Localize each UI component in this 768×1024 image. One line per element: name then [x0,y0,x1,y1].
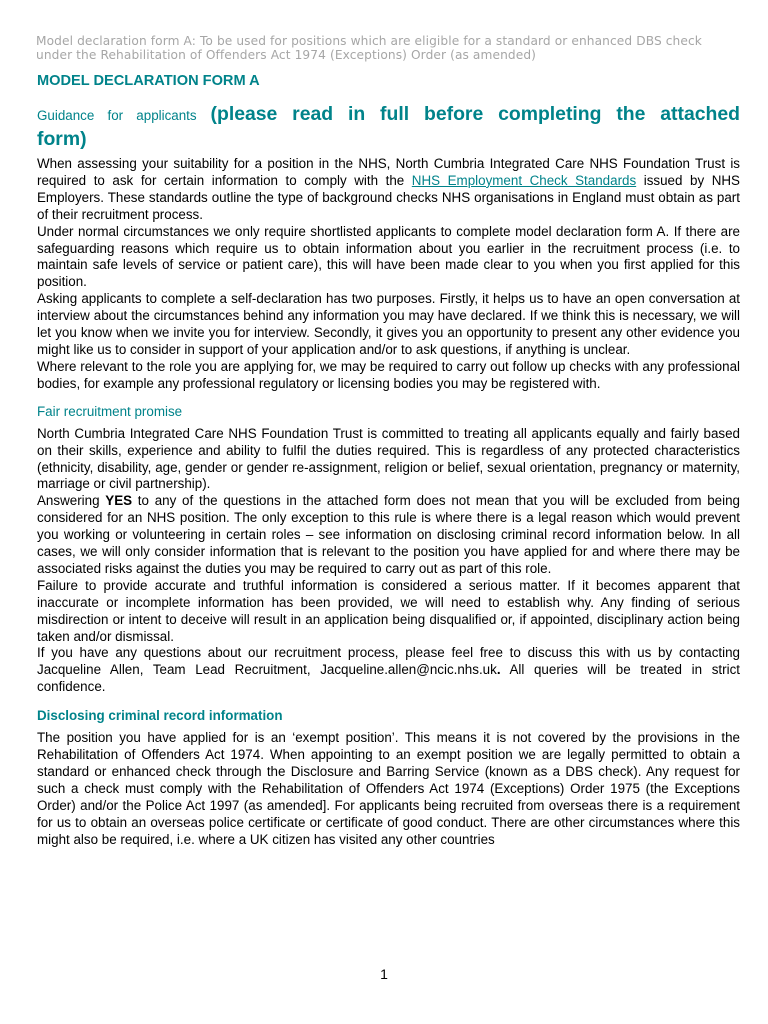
paragraph-accurate-information: Failure to provide accurate and truthful information is considered a serious matter. If it becomes apparent that inaccurate or incomplete information has been provided, we will need to establish why. Any finding of serious misdirection or intent to deceive will result in an application being disqualified or, if appointed, disciplinary action being taken and/or dismissal. [37,577,740,644]
guidance-label: Guidance for applicants [37,108,197,123]
header-note-line-2: under the Rehabilitation of Offenders Act 1974 (Exceptions) Order (as amended) [36,47,537,62]
criminal-record-heading: Disclosing criminal record information [37,708,283,724]
header-note-line-1: Model declaration form A: To be used for positions which are eligible for a standard or enhanced DBS check [36,34,702,48]
document-body [37,72,740,849]
form-title: MODEL DECLARATION FORM A [37,73,260,89]
yes-emphasis: YES [105,493,133,509]
paragraph-follow-up-checks: Where relevant to the role you are applying for, we may be required to carry out follow up checks with any professional bodies, for example any professional regulatory or licensing bodies you may be registered with. [37,358,740,391]
paragraph-normal-circumstances: Under normal circumstances we only require shortlisted applicants to complete model declaration form A. If there are safeguarding reasons which require us to obtain information about you earlier in the recruitment process (i.e. to maintain safe levels of service or patient care), this will have been made clear to you when you first applied for this position. [37,223,740,290]
paragraph-employment-checks: When assessing your suitability for a position in the NHS, North Cumbria Integrated Care NHS Foundation Trust is required to ask for certain information to comply with the NHS Employment Check Standards issued by NHS Employers. These standards outline the type of background checks NHS organisations in England must obtain as part of their recruitment process. [37,156,740,222]
paragraph-equal-treatment: North Cumbria Integrated Care NHS Foundation Trust is committed to treating all applicants equally and fairly based on their skills, experience and ability to fulfil the duties required. This is regardless of any protected characteristics (ethnicity, disability, age, gender or gender re-assignment, religion or belief, sexual orientation, pregnancy or maternity, marriage or civil partnership). [37,425,740,492]
nhs-employment-check-standards-link[interactable]: NHS Employment Check Standards [411,172,637,188]
guidance-heading [37,103,740,127]
paragraph-answering-yes: Answering YES to any of the questions in the attached form does not mean that you will be excluded from being considered for an NHS position. The only exception to this rule is where there is a legal reason which would prevent you working or volunteering in certain roles – see information on disclosing criminal record information below. In all cases, we will only consider information that is relevant to the position you have applied for and where there may be associated risks against the duties you may be required to carry out as part of this role. [37,493,740,576]
fair-recruitment-heading: Fair recruitment promise [37,403,183,419]
page-number: 1 [380,966,388,982]
guidance-emphasis: (please read in full before completing the attached [210,103,741,125]
paragraph-exempt-position: The position you have applied for is an ‘exempt position’. This means it is not covered by the provisions in the Rehabilitation of Offenders Act 1974. When appointing to an exempt position we are legally permitted to obtain a standard or enhanced check through the Disclosure and Barring Service (known as a DBS check). Any request for such a check must comply with the Rehabilitation of Offenders Act 1974 (Exceptions) Order 1975 (the Exceptions Order) and/or the Police Act 1997 (as amended]. For applicants being recruited from overseas there is a requirement for us to obtain an overseas police certificate or certificate of good conduct. There are other circumstances where this might also be required, i.e. where a UK citizen has visited any other countries [37,730,740,847]
guidance-emphasis-continued: form) [37,128,87,150]
document-header-note [36,35,736,62]
paragraph-self-declaration: Asking applicants to complete a self-declaration has two purposes. Firstly, it helps us to have an open conversation at interview about the circumstances behind any information you may have declared. If we think this is necessary, we will let you know when we invite you for interview. Secondly, it gives you an opportunity to present any other evidence you might like us to consider in support of your application and/or to ask questions, if anything is unclear. [37,291,740,357]
paragraph-contact: If you have any questions about our recruitment process, please feel free to discuss this with us by contacting Jacqueline Allen, Team Lead Recruitment, Jacqueline.allen@ncic.nhs.uk. All queries will be treated in strict confidence. [37,645,740,695]
